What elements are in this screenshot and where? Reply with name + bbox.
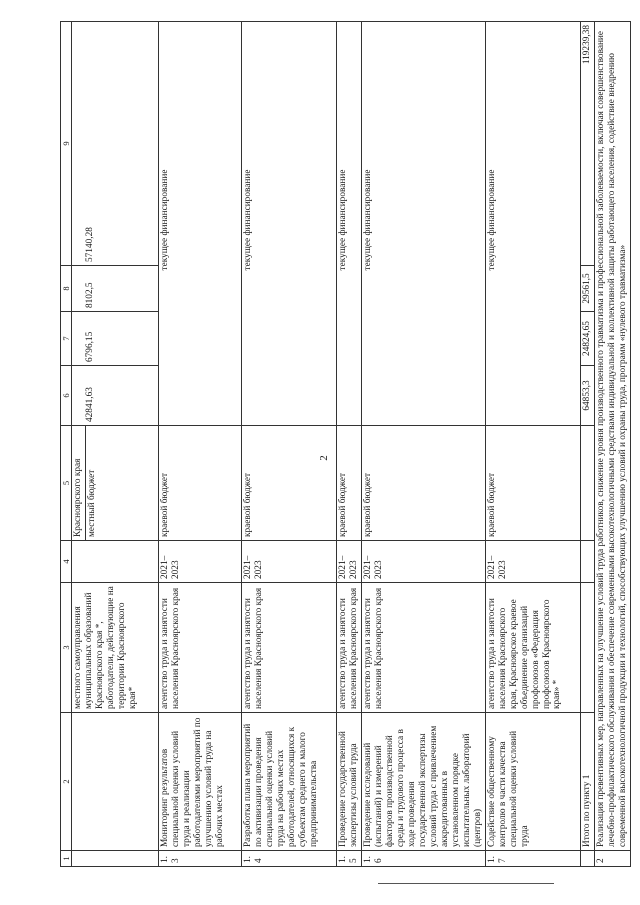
row-source-cell: краевой бюджет [242, 426, 337, 541]
row-period-cell: 2021–2023 [362, 541, 486, 583]
total-empty-cell [580, 426, 594, 541]
header-cell-8: 8 [61, 266, 72, 312]
header-cell-3: 3 [61, 583, 72, 713]
cont-source-region: Красноярского края [73, 458, 84, 537]
header-row [61, 22, 72, 867]
section-row [594, 22, 630, 867]
row-num-cell: 1.5 [337, 851, 362, 867]
cont-name-cell [72, 713, 159, 851]
header-cell-2: 2 [61, 713, 72, 851]
cont-col9-value: 57140,28 [85, 227, 96, 262]
continuation-row [72, 22, 159, 867]
row-funding-cell: текущее финансирование [485, 22, 580, 426]
row-name-cell: Мониторинг результатов специальной оценки условий труда и реализации работодателями мероприятий по улучшению условий труда на рабочих местах [159, 713, 242, 851]
row-period-cell: 2021–2023 [242, 541, 337, 583]
row-name-cell: Проведение исследований (испытаний) и измерений факторов производственной среды и трудового процесса в ходе проведения государственной экспертизы условий труда с привлечением аккредитованных в установленном порядке испытательных лабораторий (центров) [362, 713, 486, 851]
total-num-cell [580, 851, 594, 867]
cont-executor-cell: местного самоуправления муниципальных образований Красноярского края *, работодатели, действующие на территории Красноярского края* [72, 583, 159, 713]
page-number: 2 [318, 455, 330, 461]
program-activities-table [60, 21, 631, 867]
row-source-cell: краевой бюджет [337, 426, 362, 541]
row-funding-cell: текущее финансирование [242, 22, 337, 426]
total-col7-cell: 24824,65 [580, 312, 594, 366]
total-col9-cell: 119239,38 [580, 22, 594, 266]
cont-col6-value: 42841,63 [85, 387, 96, 422]
total-row [580, 22, 594, 867]
row-period-cell: 2021–2023 [485, 541, 580, 583]
header-cell-4: 4 [61, 541, 72, 583]
cont-col7-cell [72, 312, 159, 366]
row-funding-cell: текущее финансирование [159, 22, 242, 426]
table-row [362, 22, 486, 867]
row-name-cell: Разработка плана мероприятий по активизации проведения специальной оценки условий труда на рабочих местах работодателей, относящихся к субъектам среднего и малого предпринимательства [242, 713, 337, 851]
row-source-cell: краевой бюджет [362, 426, 486, 541]
row-period-cell: 2021–2023 [159, 541, 242, 583]
total-col6-cell: 64853,3 [580, 366, 594, 426]
section-num-cell: 2 [594, 851, 630, 867]
row-executor-cell: агентство труда и занятости населения Красноярского края [337, 583, 362, 713]
cont-col6-cell [72, 366, 159, 426]
row-source-cell: краевой бюджет [485, 426, 580, 541]
cont-source-cell [72, 426, 159, 541]
table-row [242, 22, 337, 867]
cont-col7-value: 6796,15 [85, 331, 96, 362]
row-executor-cell: агентство труда и занятости населения Красноярского края [159, 583, 242, 713]
header-cell-6: 6 [61, 366, 72, 426]
total-empty-cell [580, 541, 594, 583]
total-col8-cell: 29561,5 [580, 266, 594, 312]
row-num-cell: 1.3 [159, 851, 242, 867]
header-cell-1: 1 [61, 851, 72, 867]
row-name-cell: Содействие общественному контролю в части качества специальной оценки условий труда [485, 713, 580, 851]
cont-col9-cell [72, 22, 159, 266]
total-empty-cell [580, 583, 594, 713]
cont-col8-value: 8102,5 [85, 282, 96, 308]
cont-source-local: местный бюджет [85, 426, 98, 540]
row-name-cell: Проведение государственной экспертизы условий труда [337, 713, 362, 851]
row-source-cell: краевой бюджет [159, 426, 242, 541]
row-num-cell: 1.4 [242, 851, 337, 867]
footer-rule [378, 883, 554, 884]
header-cell-7: 7 [61, 312, 72, 366]
row-funding-cell: текущее финансирование [362, 22, 486, 426]
row-num-cell: 1.7 [485, 851, 580, 867]
table-row [485, 22, 580, 867]
cont-col8-cell [72, 266, 159, 312]
total-label-cell: Итого по пункту 1 [580, 713, 594, 851]
header-cell-9: 9 [61, 22, 72, 266]
row-executor-cell: агентство труда и занятости населения Красноярского края [242, 583, 337, 713]
table-row [337, 22, 362, 867]
cont-num-cell [72, 851, 159, 867]
row-period-cell: 2021–2023 [337, 541, 362, 583]
header-cell-5: 5 [61, 426, 72, 541]
row-funding-cell: текущее финансирование [337, 22, 362, 426]
cont-period-cell [72, 541, 159, 583]
rotated-table-container [60, 22, 628, 867]
section-title-cell: Реализация превентивных мер, направленных на улучшение условий труда работников, снижение уровня производственного травматизма и профессиональной заболеваемости, включая совершенствование лечебно-профилактического обслуживания и обеспечение современными высокотехнологичными средствами индивидуальной и коллективной защиты работающего населения, содействие внедрению современной высокотехнологичной продукции и технологий, способствующих улучшению условий и охраны труда, программ «нулевого травматизма» [594, 22, 630, 851]
table-row [159, 22, 242, 867]
row-executor-cell: агентство труда и занятости населения Красноярского края [362, 583, 486, 713]
row-num-cell: 1.6 [362, 851, 486, 867]
row-executor-cell: агентство труда и занятости населения Красноярского края, Красноярское краевое объединение организаций профсоюзов «Федерация профсоюзов Красноярского края» * [485, 583, 580, 713]
